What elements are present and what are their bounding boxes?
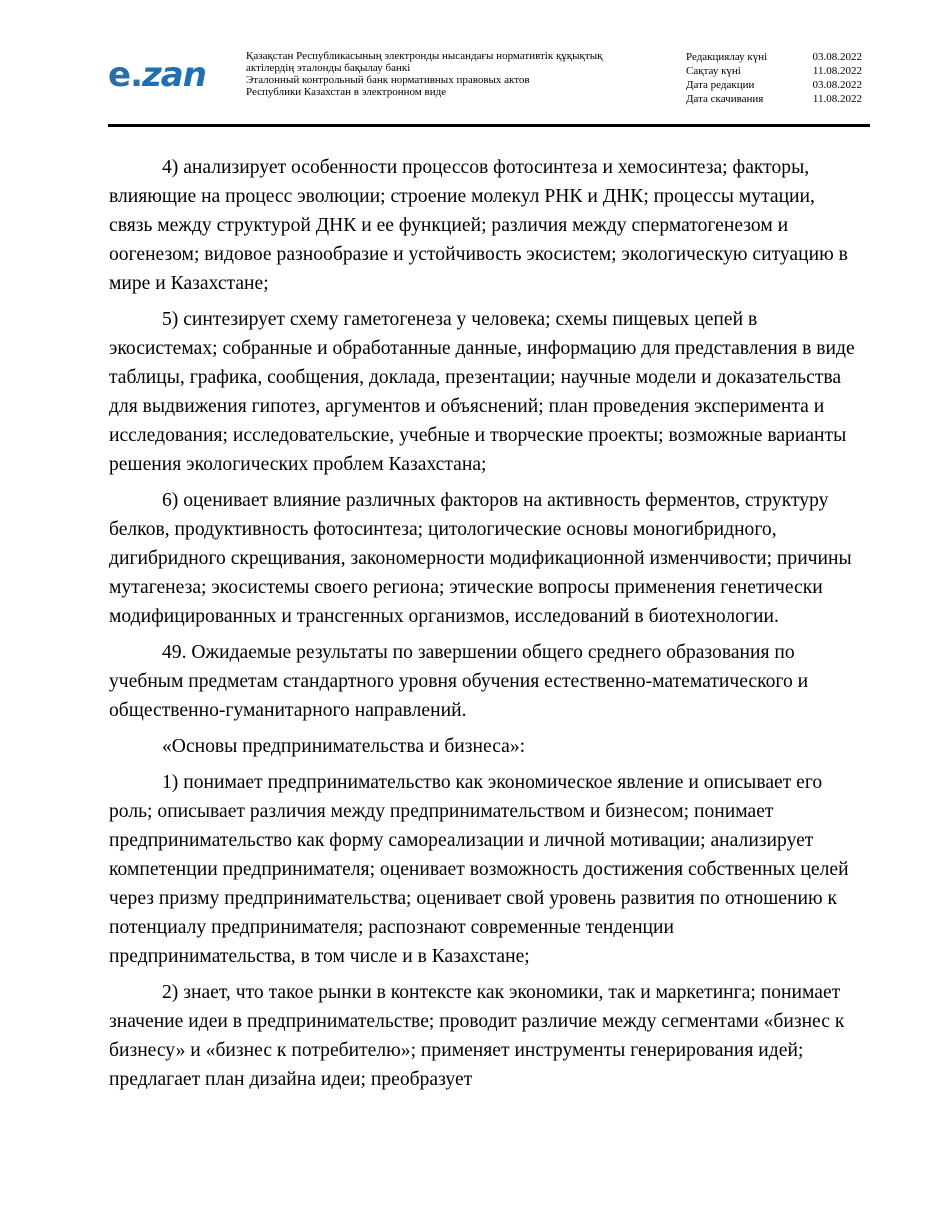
date-label: Редакциялау күні bbox=[686, 51, 768, 63]
logo-zan: zan bbox=[141, 55, 206, 95]
date-value: 11.08.2022 bbox=[812, 93, 862, 105]
body-paragraph: 4) анализирует особенности процессов фотосинтеза и хемосинтеза; факторы, влияющие на процесс эволюции; строение молекул РНК и ДНК; процессы мутации, связь между структурой ДНК и ее функцией; различия между сперматогенезом и оогенезом; видовое разнообразие и устойчивость экосистем; экологическую ситуацию в мире и Казахстане; bbox=[109, 157, 848, 294]
header-title-line: Эталонный контрольный банк нормативных правовых актов bbox=[246, 74, 530, 86]
header-title-line: актілердің эталонды бақылау банкі bbox=[246, 62, 411, 74]
header-title-line: Қазақстан Республикасының электронды нысандағы нормативтік құқықтық bbox=[246, 50, 603, 62]
body-paragraph: 5) синтезирует схему гаметогенеза у человека; схемы пищевых цепей в экосистемах; собранные и обработанные данные, информацию для представления в виде таблицы, графика, сообщения, доклада, презентации; научные модели и доказательства для выдвижения гипотез, аргументов и объяснений; план проведения эксперимента и исследования; исследовательские, учебные и творческие проекты; возможные варианты решения экологических проблем Казахстана; bbox=[109, 309, 855, 475]
body-paragraph: 49. Ожидаемые результаты по завершении общего среднего образования по учебным предметам стандартного уровня обучения естественно-математического и общественно-гуманитарного направлений. bbox=[109, 642, 809, 721]
date-value: 11.08.2022 bbox=[812, 65, 862, 77]
header-divider bbox=[108, 124, 870, 127]
date-label: Дата редакции bbox=[686, 79, 755, 91]
body-paragraph: «Основы предпринимательства и бизнеса»: bbox=[162, 736, 526, 757]
document-body bbox=[109, 153, 861, 1101]
logo-e: e bbox=[108, 55, 131, 95]
date-row bbox=[686, 78, 862, 92]
date-label: Дата скачивания bbox=[686, 93, 764, 105]
body-paragraph: 2) знает, что такое рынки в контексте как экономики, так и маркетинга; понимает значение идеи в предпринимательстве; проводит различие между сегментами «бизнес к бизнесу» и «бизнес к потребителю»; применяет инструменты генерирования идей; предлагает план дизайна идеи; преобразует bbox=[109, 982, 845, 1090]
body-paragraph: 6) оценивает влияние различных факторов на активность ферментов, структуру белков, продуктивность фотосинтеза; цитологические основы моногибридного, дигибридного скрещивания, закономерности модификационной изменчивости; причины мутагенеза; экосистемы своего региона; этические вопросы применения генетически модифицированных и трансгенных организмов, исследований в биотехнологии. bbox=[109, 490, 852, 627]
body-paragraph: 1) понимает предпринимательство как экономическое явление и описывает его роль; описывает различия между предпринимательством и бизнесом; понимает предпринимательство как форму самореализации и личной мотивации; анализирует компетенции предпринимателя; оценивает возможность достижения собственных целей через призму предпринимательства; оценивает свой уровень развития по отношению к потенциалу предпринимателя; распознают современные тенденции предпринимательства, в том числе и в Казахстане; bbox=[109, 772, 849, 967]
date-label: Сақтау күні bbox=[686, 65, 741, 77]
date-value: 03.08.2022 bbox=[812, 51, 862, 63]
date-row bbox=[686, 92, 862, 106]
logo-dot: . bbox=[130, 55, 142, 95]
date-row bbox=[686, 64, 862, 78]
date-row bbox=[686, 50, 862, 64]
ezan-logo bbox=[108, 55, 206, 95]
date-value: 03.08.2022 bbox=[812, 79, 862, 91]
header-dates bbox=[686, 50, 862, 106]
header-title-line: Республики Казахстан в электронном виде bbox=[246, 86, 447, 98]
header-title bbox=[246, 50, 666, 98]
